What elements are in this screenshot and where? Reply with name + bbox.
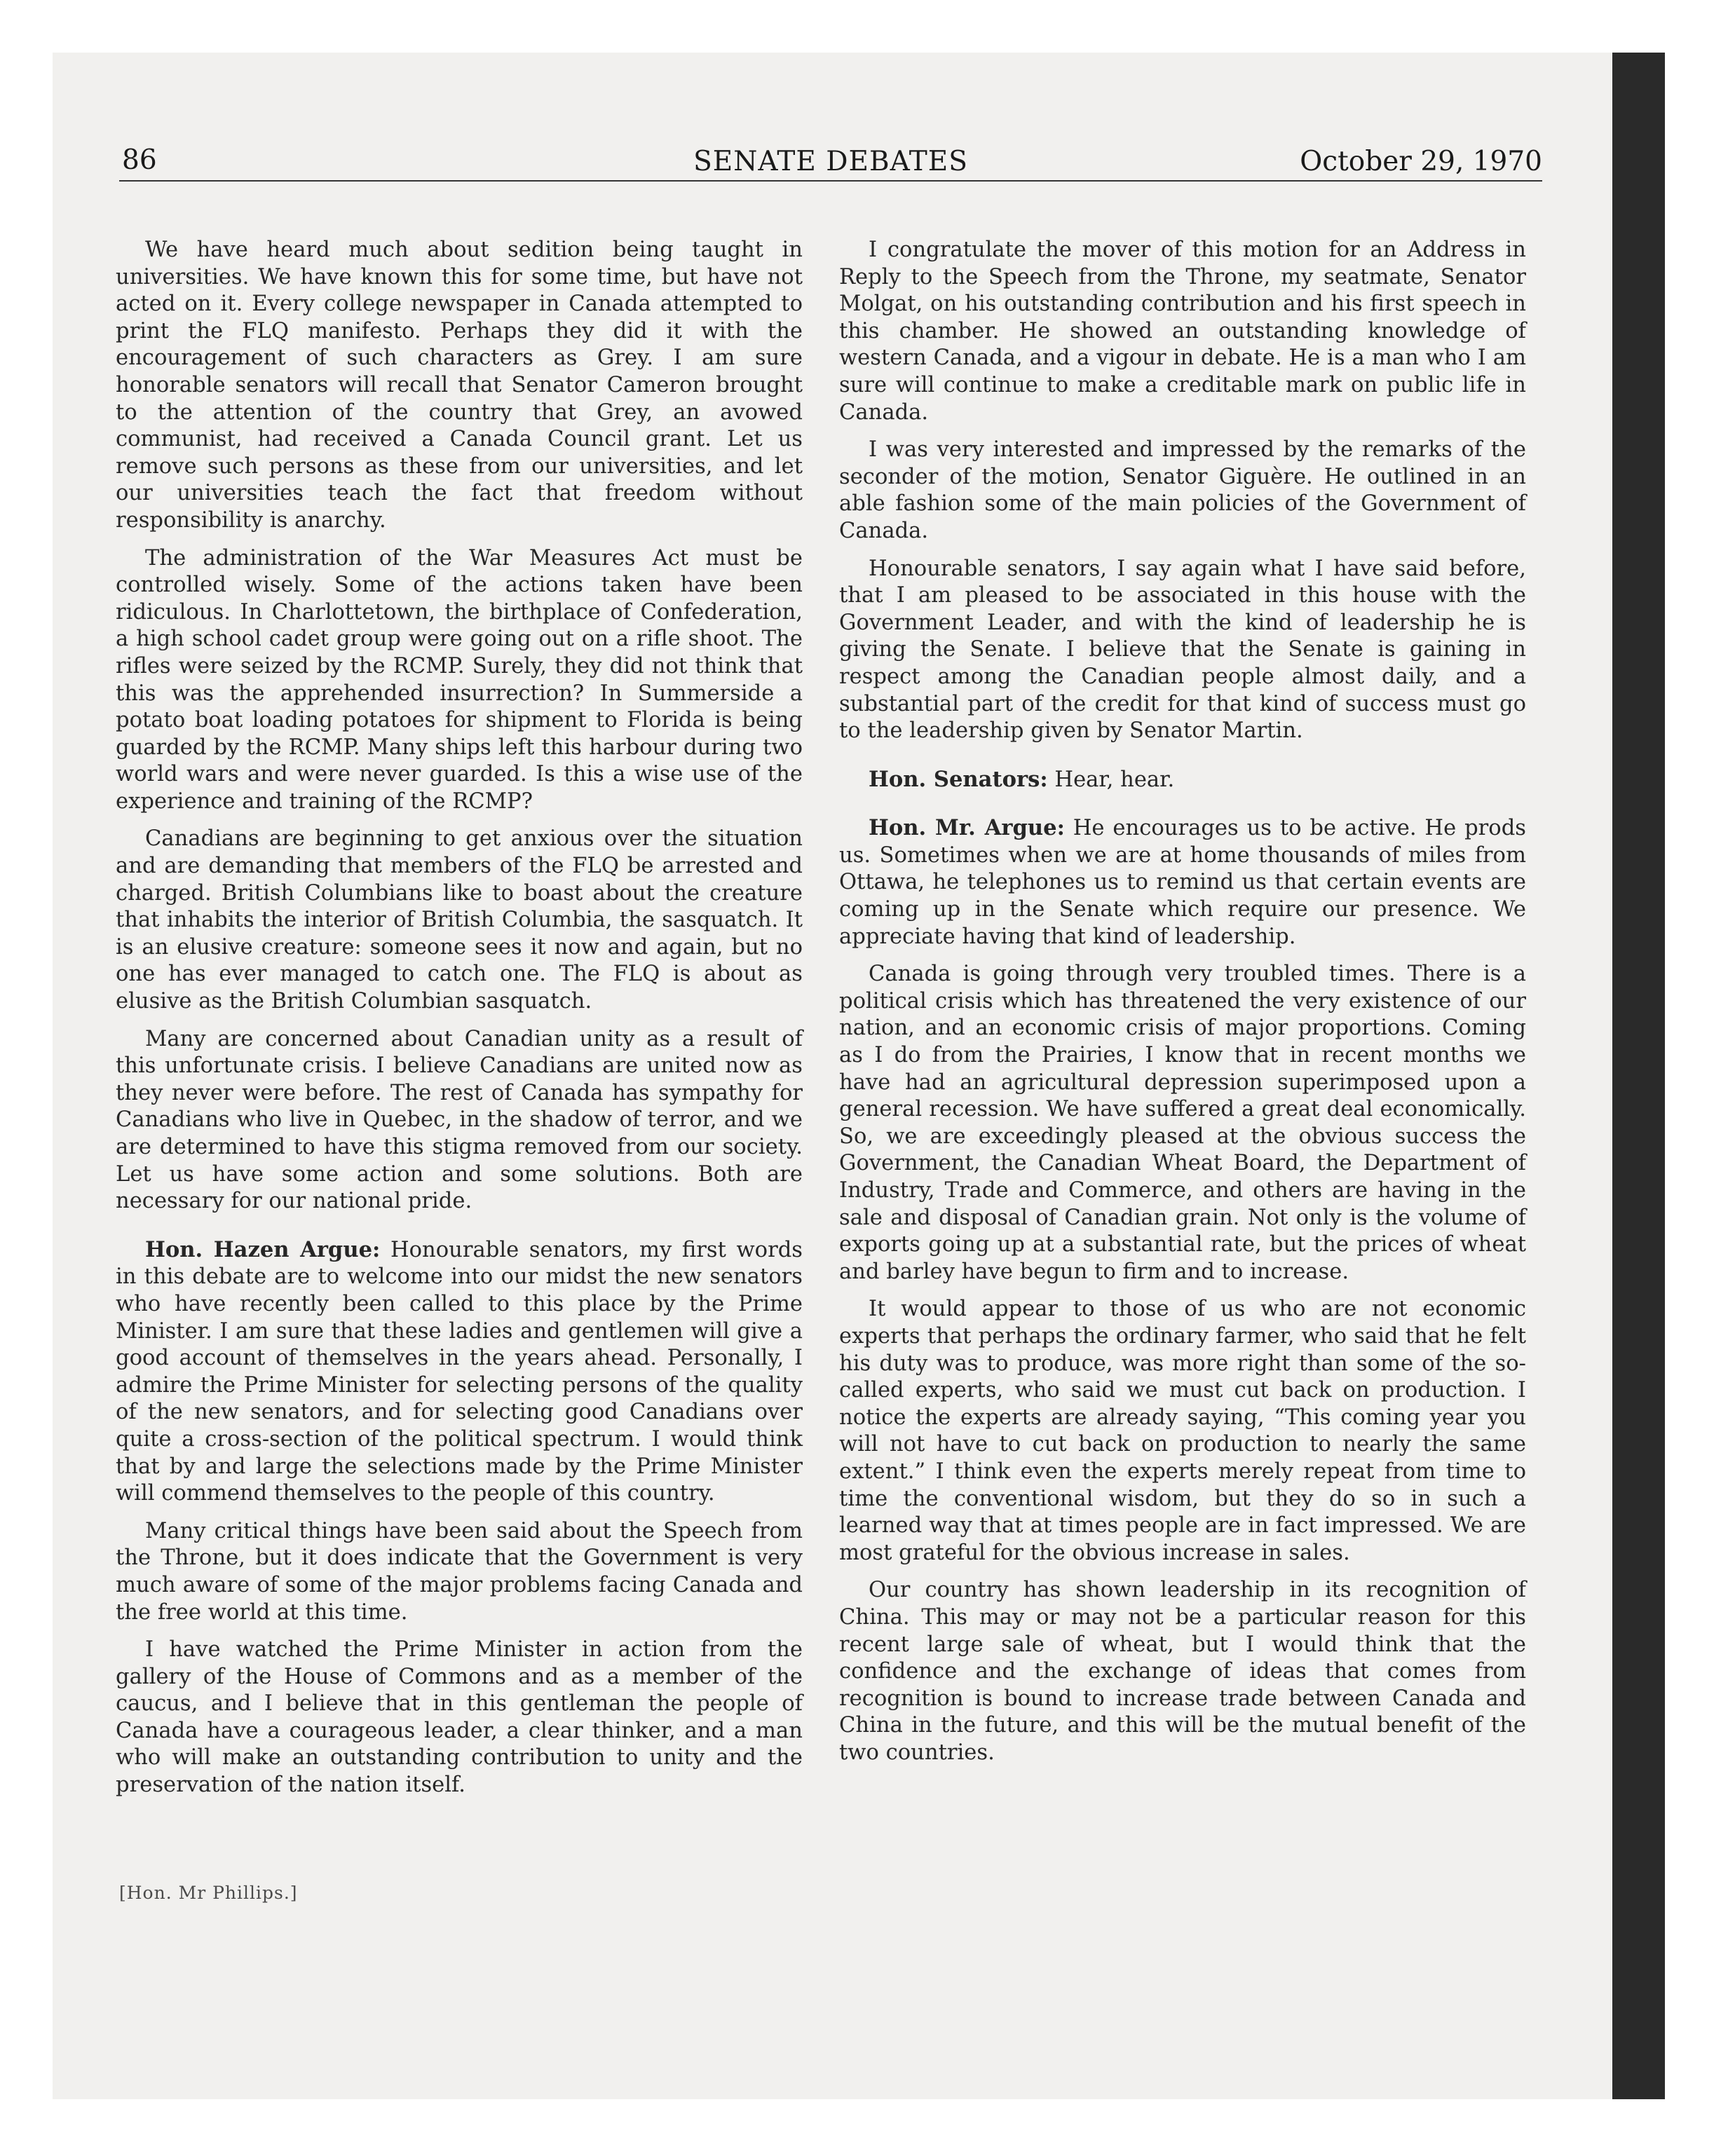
paragraph: It would appear to those of us who are not economic experts that perhaps the ordinary farmer, who said that he felt his duty was to produce, was more right than some of the so-called experts, who said we must cut back on production. I notice the experts are already saying, “This coming year you will not have to cut back on production to nearly the same extent.” I think even the experts merely repeat from time to time the conventional wisdom, but they do so in such a learned way that at times people are in fact impressed. We are most grateful for the obvious increase in sales. [839, 1297, 1526, 1565]
speaker-label: Hon. Senators: [869, 766, 1048, 792]
speech-paragraph [839, 814, 1526, 950]
page-date: October 29, 1970 [1300, 146, 1542, 177]
footer-note: [Hon. Mr Phillips.] [119, 1883, 298, 1903]
speaker-label: Hon. Hazen Argue: [145, 1236, 381, 1262]
speech-text: He encourages us to be active. He prods us. Sometimes when we are at home thousands of miles from Ottawa, he telephones us to remind us that certain events are coming up in the Senate which require our presence. We appreciate having that kind of leadership. [839, 816, 1526, 949]
right-column [839, 237, 1526, 1777]
paragraph: The administration of the War Measures Act must be controlled wisely. Some of the actions taken have been ridiculous. In Charlottetown, the birthplace of Confederation, a high school cadet group were going out on a rifle shoot. The rifles were seized by the RCMP. Surely, they did not think that this was the apprehended insurrection? In Summerside a potato boat loading potatoes for shipment to Florida is being guarded by the RCMP. Many ships left this harbour during two world wars and were never guarded. Is this a wise use of the experience and training of the RCMP? [116, 545, 803, 814]
speech-text: Honourable senators, my first words in this debate are to welcome into our midst the new senators who have recently been called to this place by the Prime Minister. I am sure that these ladies and gentlemen will give a good account of themselves in the years ahead. Personally, I admire the Prime Minister for selecting persons of the quality of the new senators, and for selecting good Canadians over quite a cross-section of the political spectrum. I would think that by and large the selections made by the Prime Minister will commend themselves to the people of this country. [116, 1237, 803, 1506]
page-number: 86 [122, 144, 157, 176]
speech-paragraph [116, 1236, 803, 1508]
page-header [119, 144, 1542, 182]
paragraph: Honourable senators, I say again what I have said before, that I am pleased to be associated in this house with the Government Leader, and with the kind of leadership he is giving the Senate. I believe that the Senate is gaining in respect among the Canadian people almost daily, and a substantial part of the credit for that kind of success must go to the leadership given by Senator Martin. [839, 556, 1526, 744]
speech-text: Hear, hear. [1054, 767, 1175, 792]
speech-paragraph [839, 766, 1526, 794]
paragraph: We have heard much about sedition being taught in universities. We have known this for some time, but have not acted on it. Every college newspaper in Canada attempted to print the FLQ manifesto. Perhaps they did it with the encouragement of such characters as Grey. I am sure honorable senators will recall that Senator Cameron brought to the attention of the country that Grey, an avowed communist, had received a Canada Council grant. Let us remove such persons as these from our universities, and let our universities teach the fact that freedom without responsibility is anarchy. [116, 238, 803, 533]
paragraph: Many critical things have been said about the Speech from the Throne, but it does indicate that the Government is very much aware of some of the major problems facing Canada and the free world at this time. [116, 1518, 803, 1625]
paragraph: Canada is going through very troubled times. There is a political crisis which has threatened the very existence of our nation, and an economic crisis of major proportions. Coming as I do from the Prairies, I know that in recent months we have had an agricultural depression superimposed upon a general recession. We have suffered a great deal economically. So, we are exceedingly pleased at the obvious success the Government, the Canadian Wheat Board, the Department of Industry, Trade and Commerce, and others are having in the sale and disposal of Canadian grain. Not only is the volume of exports going up at a substantial rate, but the prices of wheat and barley have begun to firm and to increase. [839, 962, 1526, 1284]
paragraph: Our country has shown leadership in its recognition of China. This may or may not be a particular reason for this recent large sale of wheat, but I would think that the confidence and the exchange of ideas that comes from recognition is bound to increase trade between Canada and China in the future, and this will be the mutual benefit of the two countries. [839, 1578, 1526, 1765]
speaker-label: Hon. Mr. Argue: [869, 815, 1065, 841]
paragraph: I congratulate the mover of this motion for an Address in Reply to the Speech from the Throne, my seatmate, Senator Molgat, on his outstanding contribution and his first speech in this chamber. He showed an outstanding knowledge of western Canada, and a vigour in debate. He is a man who I am sure will continue to make a creditable mark on public life in Canada. [839, 238, 1526, 425]
paragraph: I was very interested and impressed by the remarks of the seconder of the motion, Senator Giguère. He outlined in an able fashion some of the main policies of the Government of Canada. [839, 437, 1526, 543]
page-title: SENATE DEBATES [693, 146, 968, 177]
scan-border [1612, 53, 1665, 2099]
paragraph: Canadians are beginning to get anxious over the situation and are demanding that members of the FLQ be arrested and charged. British Columbians like to boast about the creature that inhabits the interior of British Columbia, the sasquatch. It is an elusive creature: someone sees it now and again, but no one has ever managed to catch one. The FLQ is about as elusive as the British Columbian sasquatch. [116, 826, 803, 1014]
paragraph: Many are concerned about Canadian unity as a result of this unfortunate crisis. I believe Canadians are united now as they never were before. The rest of Canada has sympathy for Canadians who live in Quebec, in the shadow of terror, and we are determined to have this stigma removed from our society. Let us have some action and some solutions. Both are necessary for our national pride. [116, 1026, 803, 1214]
paragraph: I have watched the Prime Minister in action from the gallery of the House of Commons and as a member of the caucus, and I believe that in this gentleman the people of Canada have a courageous leader, a clear thinker, and a man who will make an outstanding contribution to unity and the preservation of the nation itself. [116, 1637, 803, 1798]
left-column [116, 237, 803, 1810]
